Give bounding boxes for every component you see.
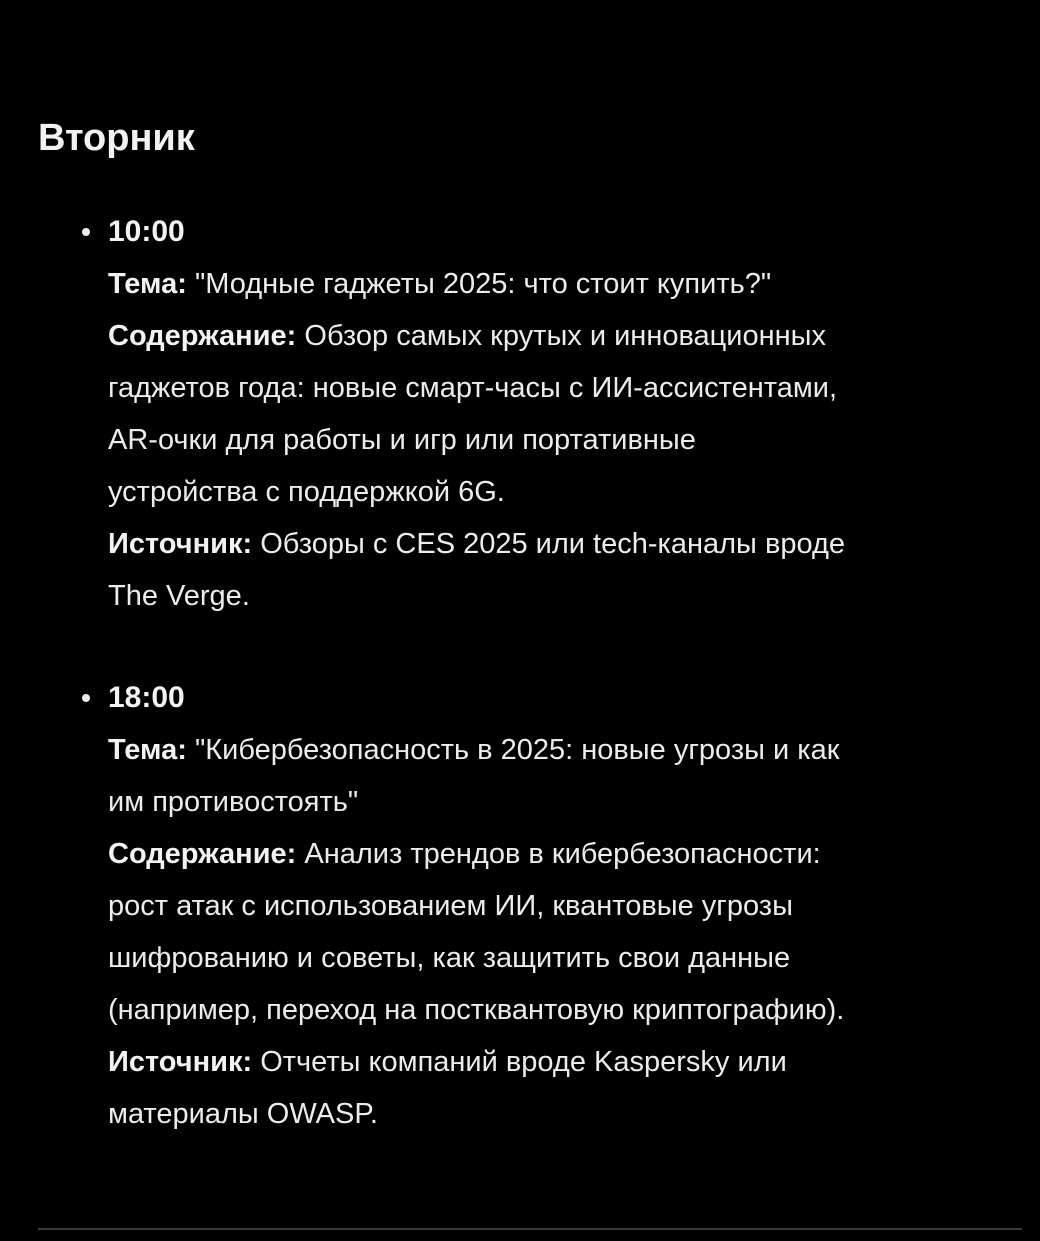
bullet-icon <box>82 228 90 236</box>
entry-time: 10:00 <box>108 215 185 248</box>
schedule-entry <box>108 206 1028 622</box>
topic-text: "Модные гаджеты 2025: что стоит купить?" <box>194 268 772 300</box>
topic-text: им противостоять" <box>108 786 359 818</box>
divider <box>38 1228 1022 1230</box>
content-text: гаджетов года: новые смарт-часы с ИИ-ассистентами, <box>108 372 838 404</box>
content-line <box>108 828 1028 880</box>
schedule-list <box>108 206 1028 1140</box>
entry-time: 18:00 <box>108 681 185 714</box>
content-text: устройства с поддержкой 6G. <box>108 476 505 508</box>
source-text: The Verge. <box>108 580 250 612</box>
topic-text: "Кибербезопасность в 2025: новые угрозы и как <box>194 734 840 766</box>
content-label: Содержание: <box>108 838 297 870</box>
source-text: материалы OWASP. <box>108 1098 378 1130</box>
content-text: AR-очки для работы и игр или портативные <box>108 424 696 456</box>
bullet-icon <box>82 694 90 702</box>
content-text: Обзор самых крутых и инновационных <box>304 320 826 352</box>
topic-label: Тема: <box>108 268 187 300</box>
source-text: Обзоры с CES 2025 или tech-каналы вроде <box>260 528 846 560</box>
topic-line <box>108 724 1028 776</box>
schedule-entry <box>108 672 1028 1140</box>
source-text: Отчеты компаний вроде Kaspersky или <box>260 1046 787 1078</box>
source-line <box>108 1036 1028 1088</box>
content-text: шифрованию и советы, как защитить свои данные <box>108 942 791 974</box>
topic-label: Тема: <box>108 734 187 766</box>
content-text: рост атак с использованием ИИ, квантовые угрозы <box>108 890 793 922</box>
source-label: Источник: <box>108 1046 253 1078</box>
content-text: (например, переход на постквантовую криптографию). <box>108 994 845 1026</box>
day-title: Вторник <box>38 117 195 159</box>
source-line <box>108 518 1028 570</box>
content-line <box>108 310 1028 362</box>
content-text: Анализ трендов в кибербезопасности: <box>304 838 821 870</box>
topic-line <box>108 258 1028 310</box>
source-label: Источник: <box>108 528 253 560</box>
content-label: Содержание: <box>108 320 297 352</box>
